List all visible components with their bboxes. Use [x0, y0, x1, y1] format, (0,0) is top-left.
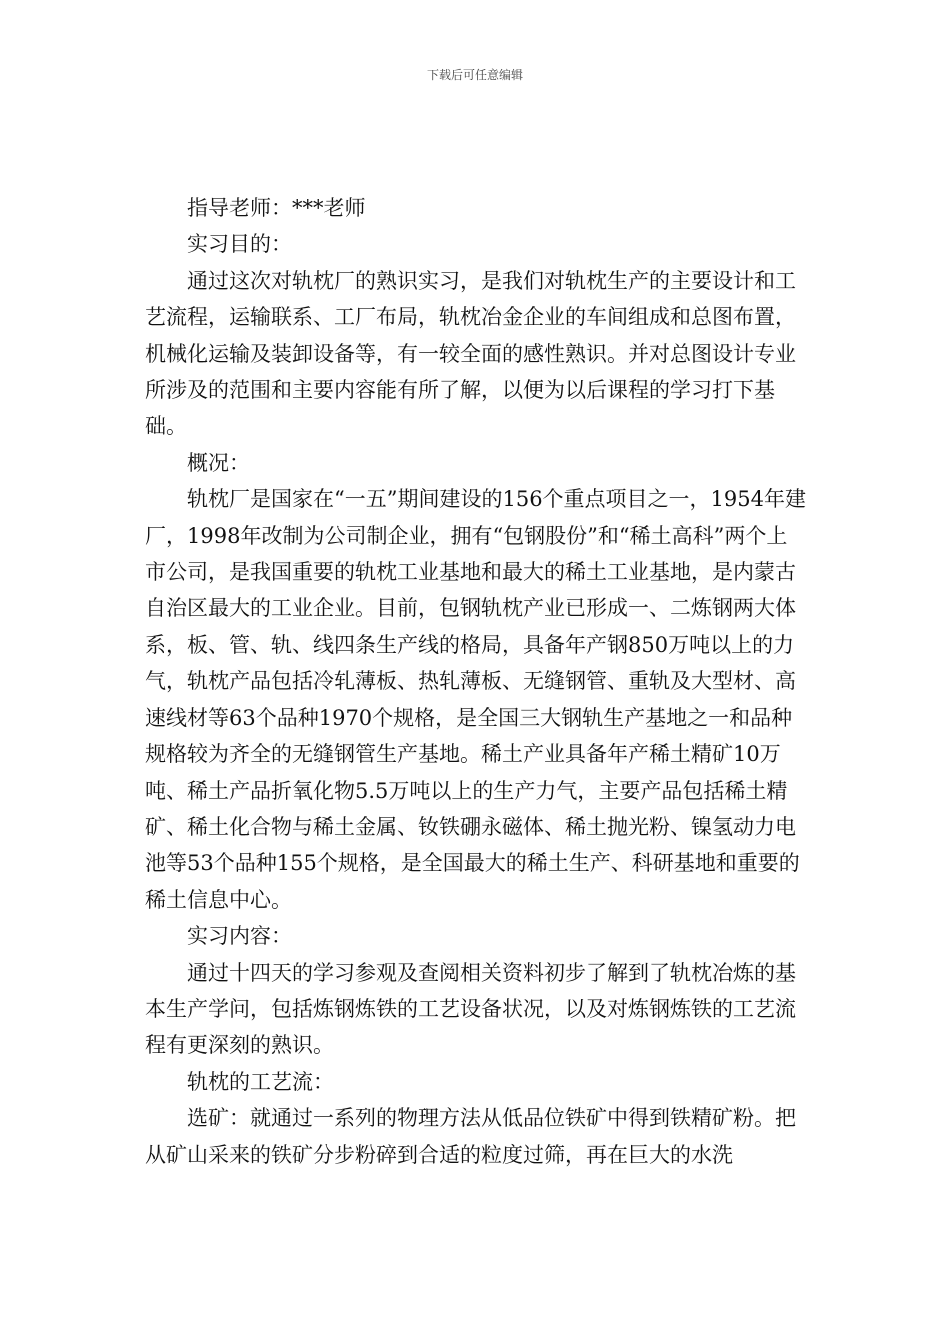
- content-heading: 实习内容：: [187, 924, 292, 949]
- page-header-note: 下载后可任意编辑: [426, 68, 523, 82]
- process-paragraph: 选矿：就通过一系列的物理方法从低品位铁矿中得到铁精矿粉。把从矿山采来的铁矿分步粉碎到合适的粒度过筛，再在巨大的水洗: [145, 1106, 796, 1167]
- purpose-paragraph: 通过这次对轨枕厂的熟识实习，是我们对轨枕生产的主要设计和工艺流程，运输联系、工厂布局，轨枕冶金企业的车间组成和总图布置，机械化运输及装卸设备等，有一较全面的感性熟识。并对总图设计专业所涉及的范围和主要内容能有所了解，以便为以后课程的学习打下基础。: [145, 268, 796, 439]
- teacher-line: 指导老师：***老师: [187, 196, 366, 220]
- content-paragraph: 通过十四天的学习参观及查阅相关资料初步了解到了轨枕冶炼的基本生产学问，包括炼钢炼铁的工艺设备状况，以及对炼钢炼铁的工艺流程有更深刻的熟识。: [145, 960, 796, 1058]
- overview-heading: 概况：: [187, 450, 250, 475]
- overview-paragraph: 轨枕厂是国家在“一五”期间建设的156个重点项目之一，1954年建厂，1998年改制为公司制企业，拥有“包钢股份”和“稀土高科”两个上市公司，是我国重要的轨枕工业基地和最大的稀土工业基地，是内蒙古自治区最大的工业企业。目前，包钢轨枕产业已形成一、二炼钢两大体系，板、管、轨、线四条生产线的格局，具备年产钢850万吨以上的力气，轨枕产品包括冷轧薄板、热轧薄板、无缝钢管、重轨及大型材、高速线材等63个品种1970个规格，是全国三大钢轨生产基地之一和品种规格较为齐全的无缝钢管生产基地。稀土产业具备年产稀土精矿10万吨、稀土产品折氧化物5.5万吨以上的生产力气，主要产品包括稀土精矿、稀土化合物与稀土金属、钕铁硼永磁体、稀土抛光粉、镍氢动力电池等53个品种155个规格，是全国最大的稀土生产、科研基地和重要的稀土信息中心。: [145, 487, 806, 912]
- document-body: [145, 190, 807, 1173]
- process-heading: 轨枕的工艺流：: [187, 1069, 334, 1094]
- purpose-heading: 实习目的：: [187, 232, 292, 257]
